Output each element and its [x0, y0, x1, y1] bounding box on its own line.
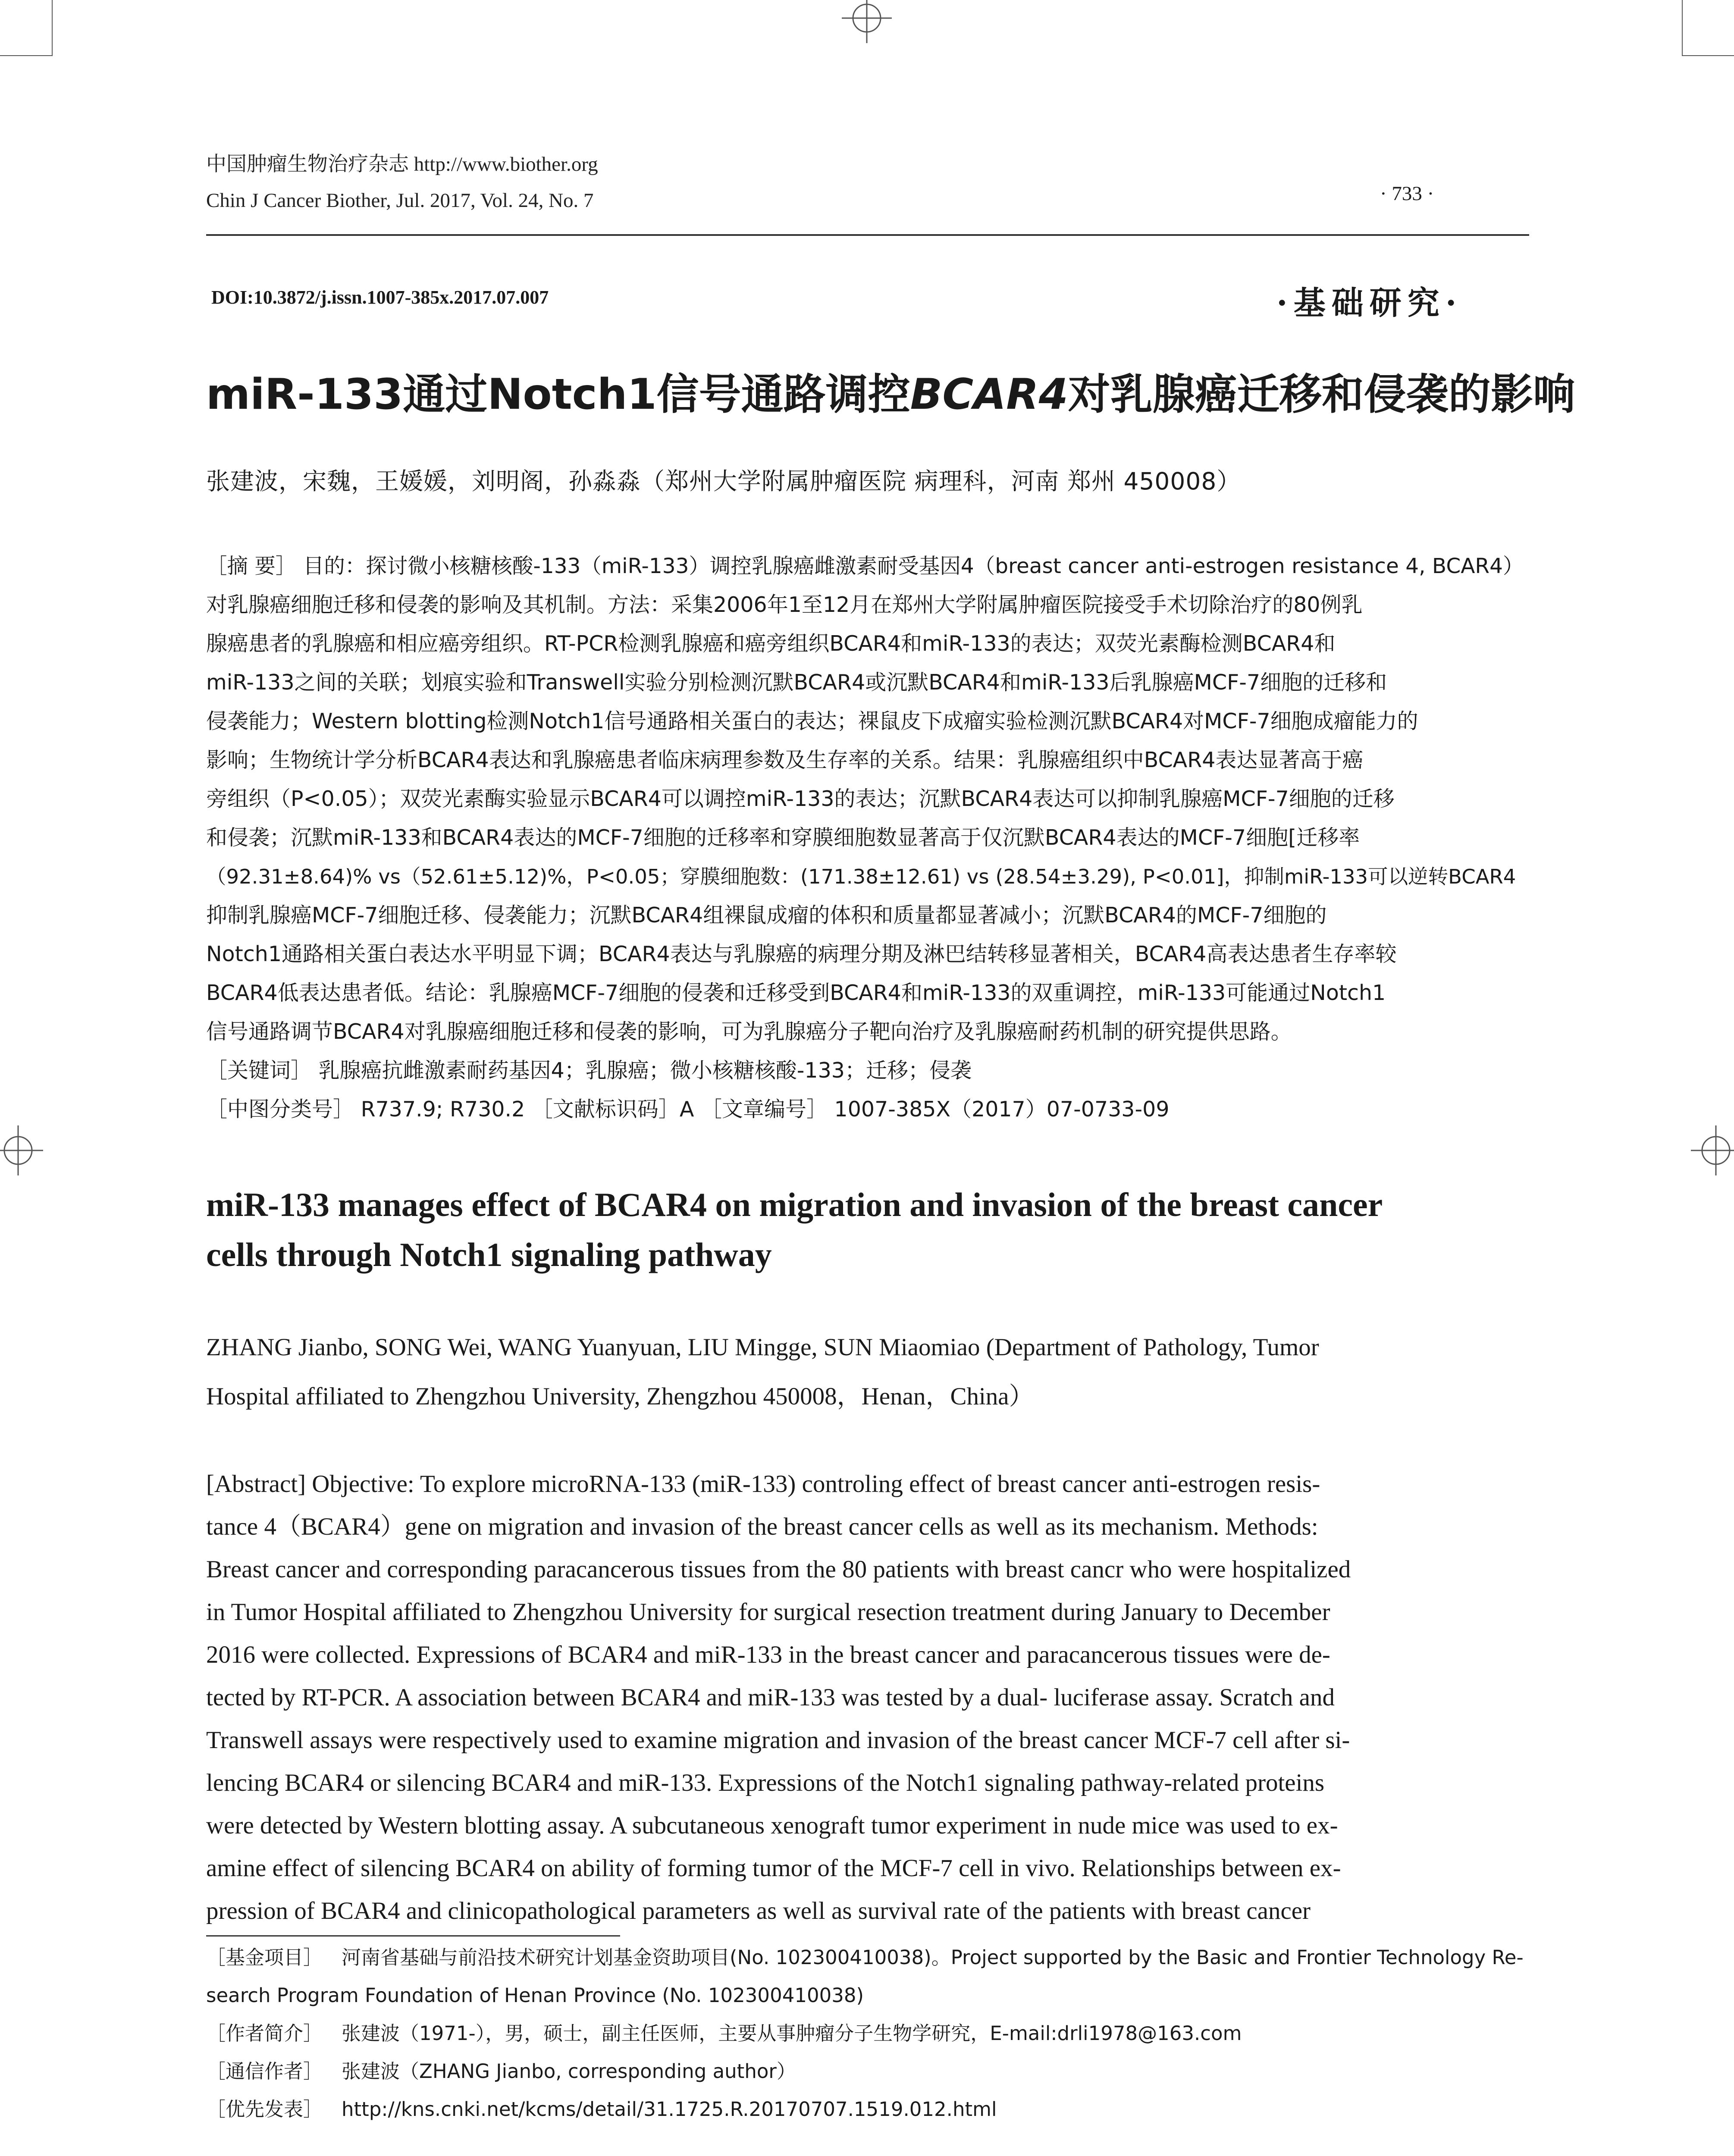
abstract-en: [206, 1463, 1529, 1932]
running-header: [206, 151, 598, 178]
title-en-line: miR-133 manages effect of BCAR4 on migration and invasion of the breast cancer: [206, 1186, 1383, 1223]
priority-pub-note: [206, 2090, 1529, 2128]
abstract-en-line: tance 4（BCAR4）gene on migration and invasion of the breast cancer cells as well as its mechanism. Methods:: [206, 1513, 1318, 1540]
registration-mark-right: [1691, 1125, 1734, 1175]
author-label: ［作者简介］: [206, 2022, 323, 2045]
abstract-en-line: pression of BCAR4 and clinicopathological parameters as well as survival rate of the patients with breast cancer: [206, 1897, 1311, 1924]
abstract-cn: [206, 547, 1529, 1129]
abstract-cn-line: 侵袭能力；Western blotting检测Notch1信号通路相关蛋白的表达；裸鼠皮下成瘤实验检测沉默BCAR4对MCF-7细胞成瘤能力的: [206, 709, 1418, 733]
corresponding-text: 张建波（ZHANG Jianbo, corresponding author）: [342, 2060, 796, 2083]
corresponding-label: ［通信作者］: [206, 2060, 323, 2083]
registration-mark-left: [0, 1125, 43, 1175]
abstract-en-line: [Abstract] Objective: To explore microRNA-133 (miR-133) controling effect of breast cancer anti-estrogen resis-: [206, 1470, 1320, 1498]
title-cn-part2: 对乳腺癌迁移和侵袭的影响: [1068, 370, 1575, 419]
classification-cn: ［中图分类号］ R737.9; R730.2 ［文献标识码］A ［文章编号］ 1007-385X（2017）07-0733-09: [206, 1097, 1170, 1122]
registration-mark-top: [842, 0, 892, 43]
abstract-cn-line: 和侵袭；沉默miR-133和BCAR4表达的MCF-7细胞的迁移率和穿膜细胞数显著高于仅沉默BCAR4表达的MCF-7细胞[迁移率: [206, 825, 1360, 850]
fund-text: 河南省基础与前沿技术研究计划基金资助项目(No. 102300410038)。Project supported by the Basic and Frontier Technology Re-: [342, 1946, 1524, 1969]
crop-mark: [1682, 55, 1734, 56]
abstract-en-line: tected by RT-PCR. A association between BCAR4 and miR-133 was tested by a dual- luciferase assay. Scratch and: [206, 1684, 1335, 1711]
journal-citation: Chin J Cancer Biother, Jul. 2017, Vol. 24, No. 7: [206, 189, 594, 212]
abstract-en-line: lencing BCAR4 or silencing BCAR4 and miR-133. Expressions of the Notch1 signaling pathway-related proteins: [206, 1769, 1325, 1796]
title-cn-gene: BCAR4: [910, 370, 1068, 419]
crop-mark: [1682, 0, 1683, 56]
abstract-en-line: 2016 were collected. Expressions of BCAR4 and miR-133 in the breast cancer and paracancerous tissues were de-: [206, 1641, 1330, 1668]
fund-label: ［基金项目］: [206, 1946, 323, 1969]
doi[interactable]: DOI:10.3872/j.issn.1007-385x.2017.07.007: [211, 287, 549, 308]
priority-pub-label: ［优先发表］: [206, 2098, 323, 2121]
article-title-en: [206, 1180, 1383, 1280]
abstract-cn-line: 抑制乳腺癌MCF-7细胞迁移、侵袭能力；沉默BCAR4组裸鼠成瘤的体积和质量都显著减小；沉默BCAR4的MCF-7细胞的: [206, 903, 1327, 928]
abstract-en-line: Breast cancer and corresponding paracancerous tissues from the 80 patients with breast cancr who were hospitalized: [206, 1556, 1351, 1583]
fund-note: [206, 1939, 1529, 1977]
abstract-en-line: Transwell assays were respectively used to examine migration and invasion of the breast cancer MCF-7 cell after si-: [206, 1727, 1350, 1754]
keywords-cn: ［关键词］ 乳腺癌抗雌激素耐药基因4；乳腺癌；微小核糖核酸-133；迁移；侵袭: [206, 1058, 972, 1083]
authors-en-line: ZHANG Jianbo, SONG Wei, WANG Yuanyuan, LIU Mingge, SUN Miaomiao (Department of Pathology, Tumor: [206, 1334, 1319, 1361]
crop-mark: [52, 0, 53, 56]
section-tag: ·基础研究·: [1276, 285, 1463, 322]
abstract-cn-line: Notch1通路相关蛋白表达水平明显下调；BCAR4表达与乳腺癌的病理分期及淋巴结转移显著相关，BCAR4高表达患者生存率较: [206, 942, 1397, 966]
journal-url[interactable]: http://www.biother.org: [414, 153, 598, 175]
page-number: · 733 ·: [1380, 182, 1434, 205]
abstract-cn-line: 旁组织（P<0.05）；双荧光素酶实验显示BCAR4可以调控miR-133的表达；沉默BCAR4表达可以抑制乳腺癌MCF-7细胞的迁移: [206, 787, 1395, 811]
abstract-cn-line: 腺癌患者的乳腺癌和相应癌旁组织。RT-PCR检测乳腺癌和癌旁组织BCAR4和miR-133的表达；双荧光素酶检测BCAR4和: [206, 631, 1336, 656]
author-text: 张建波（1971-），男，硕士，副主任医师，主要从事肿瘤分子生物学研究，E-mail:drli1978@163.com: [342, 2022, 1242, 2045]
authors-en-line: Hospital affiliated to Zhengzhou University, Zhengzhou 450008，Henan，China）: [206, 1383, 1034, 1410]
title-en-line: cells through Notch1 signaling pathway: [206, 1236, 772, 1273]
abstract-cn-line: 对乳腺癌细胞迁移和侵袭的影响及其机制。方法：采集2006年1至12月在郑州大学附属肿瘤医院接受手术切除治疗的80例乳: [206, 592, 1363, 617]
footnotes: [206, 1939, 1529, 2128]
title-cn-part1: miR-133通过Notch1信号通路调控: [206, 370, 910, 419]
abstract-cn-line: ［摘 要］ 目的：探讨微小核糖核酸-133（miR-133）调控乳腺癌雌激素耐受基因4（breast cancer anti-estrogen resistance 4, BCAR4）: [206, 554, 1524, 578]
priority-pub-link[interactable]: http://kns.cnki.net/kcms/detail/31.1725.R.20170707.1519.012.html: [342, 2098, 997, 2121]
article-title-cn: [206, 360, 1575, 421]
abstract-en-line: were detected by Western blotting assay. A subcutaneous xenograft tumor experiment in nude mice was used to ex-: [206, 1812, 1338, 1839]
abstract-cn-line: BCAR4低表达患者低。结论：乳腺癌MCF-7细胞的侵袭和迁移受到BCAR4和miR-133的双重调控，miR-133可能通过Notch1: [206, 981, 1386, 1005]
corresponding-note: [206, 2053, 1529, 2090]
abstract-cn-line: 信号通路调节BCAR4对乳腺癌细胞迁移和侵袭的影响，可为乳腺癌分子靶向治疗及乳腺癌耐药机制的研究提供思路。: [206, 1019, 1292, 1044]
fund-note-cont: search Program Foundation of Henan Province (No. 102300410038): [206, 1984, 864, 2007]
crop-mark: [0, 55, 52, 56]
abstract-cn-line: miR-133之间的关联；划痕实验和Transwell实验分别检测沉默BCAR4或沉默BCAR4和miR-133后乳腺癌MCF-7细胞的迁移和: [206, 670, 1387, 695]
footnote-rule: [206, 1935, 620, 1937]
header-rule: [206, 234, 1529, 236]
abstract-cn-line: 影响；生物统计学分析BCAR4表达和乳腺癌患者临床病理参数及生存率的关系。结果：乳腺癌组织中BCAR4表达显著高于癌: [206, 748, 1364, 772]
journal-name-cn: 中国肿瘤生物治疗杂志: [206, 152, 409, 176]
abstract-en-line: in Tumor Hospital affiliated to Zhengzhou University for surgical resection treatment during January to December: [206, 1598, 1330, 1626]
authors-en: [206, 1323, 1319, 1421]
authors-cn: 张建波，宋魏，王媛媛，刘明阁，孙淼淼（郑州大学附属肿瘤医院 病理科，河南 郑州 450008）: [206, 467, 1241, 495]
abstract-en-line: amine effect of silencing BCAR4 on ability of forming tumor of the MCF-7 cell in vivo. Relationships between ex-: [206, 1855, 1341, 1882]
abstract-cn-line: （92.31±8.64)% vs（52.61±5.12)%，P<0.05；穿膜细胞数：(171.38±12.61) vs (28.54±3.29), P<0.01]，抑制miR-133可以逆转BCAR4: [206, 865, 1516, 888]
author-note: [206, 2015, 1529, 2053]
